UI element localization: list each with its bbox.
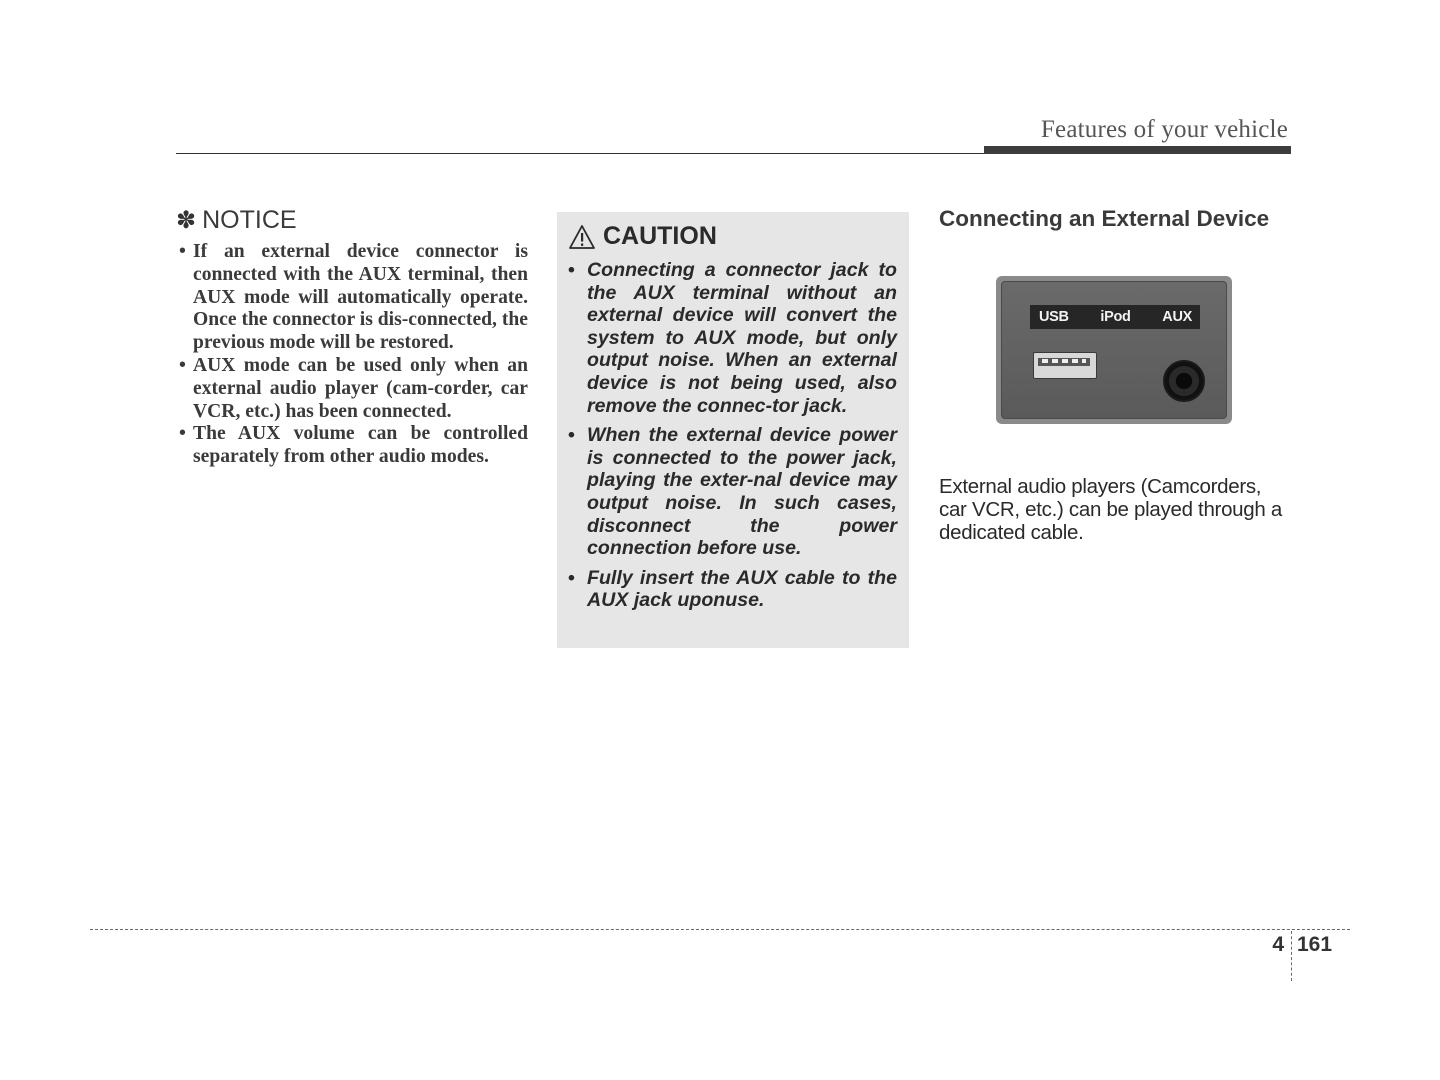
notice-heading-label: NOTICE: [202, 206, 297, 234]
header-bar: [984, 146, 1291, 154]
notice-section: [176, 206, 528, 469]
caution-item: [568, 567, 897, 612]
bullet-icon: •: [179, 354, 186, 376]
external-device-section: [939, 206, 1291, 544]
bullet-icon: •: [568, 259, 575, 281]
ipod-label: iPod: [1100, 309, 1131, 325]
port-label-strip: [1030, 305, 1200, 329]
notice-item-text: The AUX volume can be controlled separately from other audio modes.: [193, 423, 528, 468]
section-title: Connecting an External Device: [939, 206, 1270, 231]
footer-rule: [90, 929, 1350, 930]
aux-jack-icon: [1163, 360, 1205, 402]
caution-heading: [568, 222, 897, 251]
caution-box: [557, 212, 909, 648]
page-header-title: Features of your vehicle: [1040, 116, 1288, 143]
notice-heading: [176, 206, 528, 235]
usb-label: USB: [1039, 309, 1069, 325]
caution-item: [568, 259, 897, 417]
caution-list: [568, 259, 897, 612]
warning-triangle-icon: [568, 224, 596, 250]
bullet-icon: •: [179, 241, 186, 262]
notice-item-text: If an external device connector is connected with the AUX terminal, then AUX mode will automatically operate. Once the connector is dis-connected, the previous mode will be restored.: [193, 241, 528, 354]
notice-item: [176, 355, 528, 423]
aux-label: AUX: [1162, 309, 1192, 325]
notice-list: [176, 241, 528, 469]
bullet-icon: •: [568, 424, 575, 447]
caution-item-text: Connecting a connector jack to the AUX terminal without an external device will convert the system to AUX mode, but only output noise. When an external device is not being used, also remove the connec-tor jack.: [587, 259, 897, 417]
caution-item-text: When the external device power is connected to the power jack, playing the exter-nal device may output noise. In such cases, disconnect the power connection before use.: [587, 424, 897, 560]
caution-heading-label: CAUTION: [603, 222, 717, 250]
page-number: 161: [1297, 933, 1333, 956]
notice-star-icon: ✽: [176, 207, 197, 234]
device-panel-illustration: [996, 276, 1232, 424]
notice-item: [176, 241, 528, 355]
usb-port-icon: [1033, 352, 1097, 379]
chapter-number: 4: [1272, 933, 1284, 956]
bullet-icon: •: [179, 423, 186, 445]
device-panel-face: [1001, 281, 1227, 419]
footer-separator: [1291, 931, 1292, 981]
caution-item: [568, 424, 897, 560]
notice-item: [176, 423, 528, 469]
notice-item-text: AUX mode can be used only when an external audio player (cam-corder, car VCR, etc.) has been connected.: [193, 354, 528, 422]
caution-item-text: Fully insert the AUX cable to the AUX jack uponuse.: [587, 566, 897, 612]
section-paragraph: External audio players (Camcorders, car VCR, etc.) can be played through a dedicated cable.: [939, 475, 1282, 544]
usb-pins: [1042, 359, 1086, 363]
bullet-icon: •: [568, 566, 575, 589]
